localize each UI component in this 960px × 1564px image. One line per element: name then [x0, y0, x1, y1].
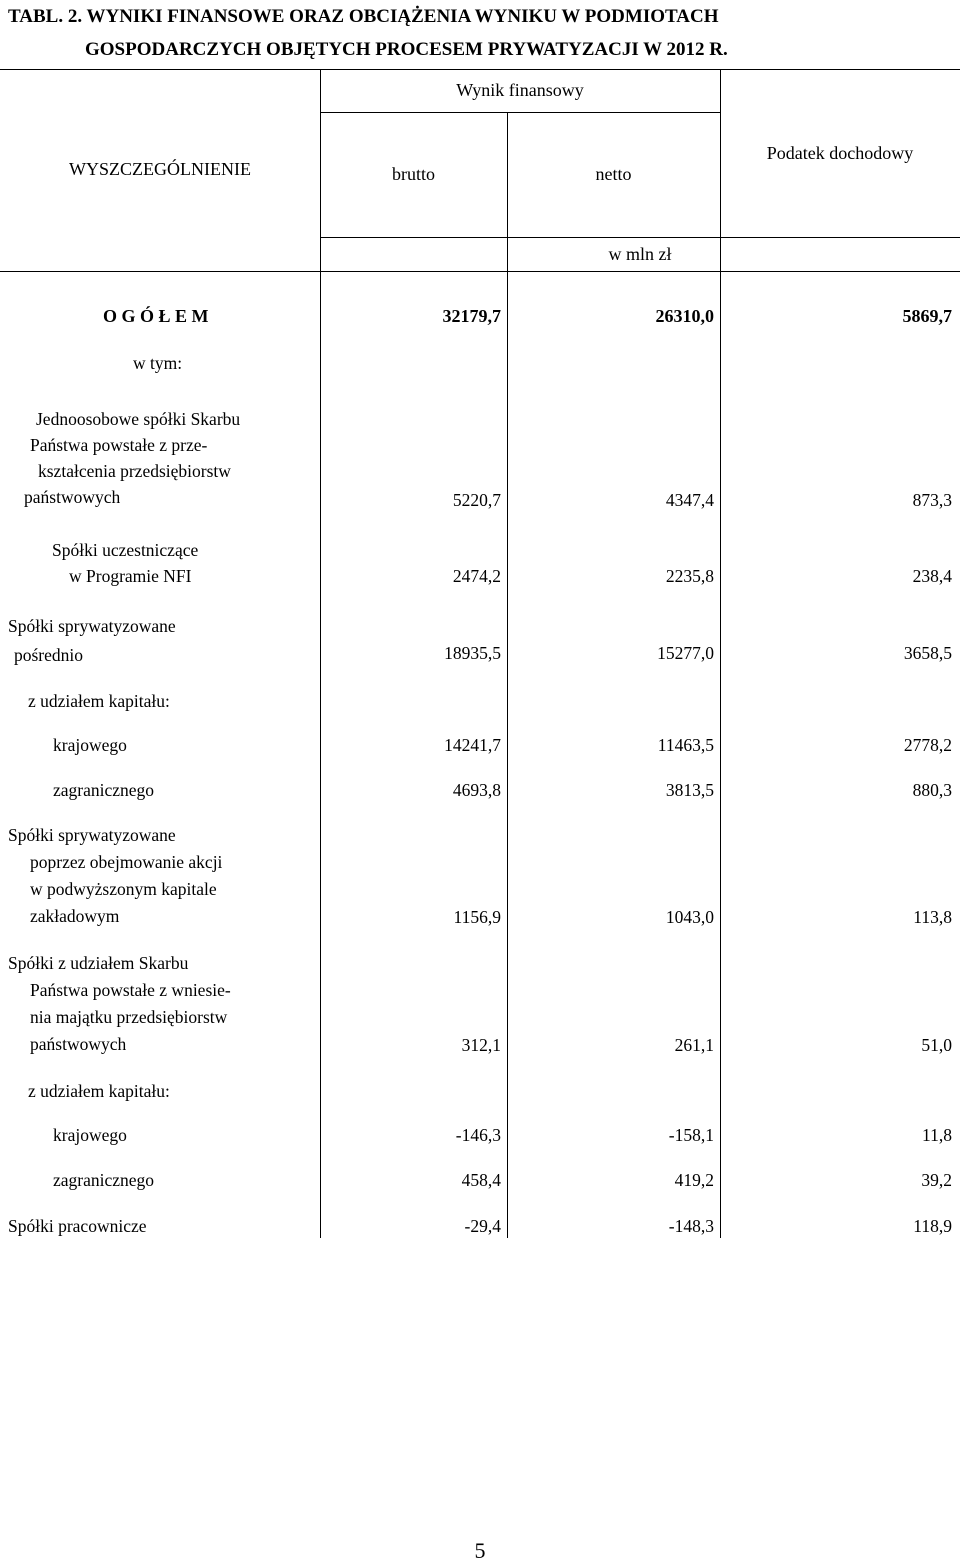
- row-label-line: państwowych: [30, 1034, 127, 1054]
- cell-tax: 2778,2: [903, 735, 952, 755]
- cell-tax: 873,3: [912, 490, 952, 510]
- row-label-line: Spółki uczestniczące: [52, 540, 199, 560]
- row-label: [53, 777, 154, 803]
- page-number: 5: [474, 1538, 486, 1563]
- row-label-line: w tym:: [133, 353, 183, 373]
- table-title-line-1: TABL. 2. WYNIKI FINANSOWE ORAZ OBCIĄŻENIA WYNIKU W PODMIOTACH: [8, 6, 719, 27]
- header-unit-label: w mln zł: [608, 244, 672, 264]
- row-label: [0, 612, 176, 670]
- row-label: [8, 1213, 147, 1239]
- row-label: [28, 1078, 170, 1104]
- header-netto-label: netto: [595, 164, 632, 184]
- row-label-line: Państwa powstałe z wniesie-: [30, 980, 231, 1000]
- table-title-line-2: GOSPODARCZYCH OBJĘTYCH PROCESEM PRYWATYZACJI W 2012 R.: [85, 39, 728, 60]
- header-bottom-rule: [0, 271, 960, 272]
- row-label: [53, 1167, 154, 1193]
- cell-brutto: 2474,2: [452, 566, 501, 586]
- cell-tax: 238,4: [912, 566, 952, 586]
- table-title: [8, 0, 948, 66]
- cell-netto: -158,1: [668, 1125, 714, 1145]
- cell-brutto: 18935,5: [444, 643, 501, 663]
- row-label-line: zagranicznego: [53, 780, 155, 800]
- header-stub-label: WYSZCZEGÓLNIENIE: [69, 159, 251, 179]
- row-label: [53, 1122, 127, 1148]
- row-label: [0, 406, 240, 510]
- row-label-line: z udziałem kapitału:: [28, 1081, 170, 1101]
- cell-tax: 3658,5: [903, 643, 952, 663]
- cell-brutto: 312,1: [461, 1035, 501, 1055]
- cell-netto: 4347,4: [665, 490, 714, 510]
- row-label: [0, 822, 222, 930]
- row-label-line: O G Ó Ł E M: [103, 306, 209, 326]
- row-label-line: z udziałem kapitału:: [28, 691, 170, 711]
- cell-netto: 1043,0: [665, 907, 714, 927]
- row-label-line: w podwyższonym kapitale: [30, 879, 217, 899]
- cell-netto: 261,1: [674, 1035, 714, 1055]
- cell-tax: 5869,7: [902, 306, 952, 326]
- cell-brutto: 4693,8: [452, 780, 501, 800]
- cell-tax: 51,0: [921, 1035, 952, 1055]
- header-brutto-label: brutto: [392, 164, 435, 184]
- cell-brutto: -29,4: [464, 1216, 501, 1236]
- row-label: [103, 303, 209, 329]
- row-label-line: kształcenia przedsiębiorstw: [38, 461, 231, 481]
- cell-netto: 419,2: [674, 1170, 714, 1190]
- row-label-line: pośrednio: [14, 645, 84, 665]
- row-label-line: nia majątku przedsiębiorstw: [30, 1007, 228, 1027]
- row-label-line: krajowego: [53, 735, 127, 755]
- column-divider-brutto: [507, 112, 508, 1238]
- row-label-line: zakładowym: [30, 906, 120, 926]
- row-label-line: poprzez obejmowanie akcji: [30, 852, 223, 872]
- header-group-rule: [320, 112, 720, 113]
- row-label-line: Spółki sprywatyzowane: [8, 825, 176, 845]
- row-label-line: Państwa powstałe z prze-: [30, 435, 208, 455]
- row-label-line: Spółki z udziałem Skarbu: [8, 953, 189, 973]
- cell-tax: 118,9: [913, 1216, 952, 1236]
- cell-brutto: 458,4: [461, 1170, 501, 1190]
- row-label-line: Jednoosobowe spółki Skarbu: [36, 409, 241, 429]
- cell-brutto: -146,3: [455, 1125, 501, 1145]
- cell-tax: 39,2: [921, 1170, 952, 1190]
- row-label: [133, 350, 182, 376]
- cell-tax: 11,8: [922, 1125, 952, 1145]
- row-label: [0, 537, 198, 589]
- row-label-line: krajowego: [53, 1125, 127, 1145]
- row-label: [53, 732, 127, 758]
- cell-netto: 2235,8: [665, 566, 714, 586]
- cell-brutto: 5220,7: [452, 490, 501, 510]
- row-label-line: Spółki pracownicze: [8, 1216, 147, 1236]
- row-label-line: państwowych: [24, 487, 121, 507]
- header-tax-label: Podatek dochodowy: [766, 143, 914, 163]
- row-label-line: w Programie NFI: [69, 566, 192, 586]
- cell-netto: -148,3: [668, 1216, 714, 1236]
- row-label-line: zagranicznego: [53, 1170, 155, 1190]
- cell-tax: 113,8: [913, 907, 952, 927]
- cell-brutto: 1156,9: [453, 907, 501, 927]
- header-group-label: Wynik finansowy: [456, 80, 584, 100]
- row-label: [28, 688, 170, 714]
- column-divider-stub-body: [320, 271, 321, 1238]
- cell-netto: 3813,5: [665, 780, 714, 800]
- cell-tax: 880,3: [912, 780, 952, 800]
- header-top-rule: [0, 69, 960, 70]
- cell-brutto: 14241,7: [444, 735, 501, 755]
- cell-brutto: 32179,7: [442, 306, 501, 326]
- cell-netto: 26310,0: [655, 306, 714, 326]
- cell-netto: 15277,0: [657, 643, 714, 663]
- row-label-line: Spółki sprywatyzowane: [8, 616, 176, 636]
- row-label: [0, 950, 231, 1058]
- header-unit-rule: [320, 237, 960, 238]
- cell-netto: 11463,5: [657, 735, 714, 755]
